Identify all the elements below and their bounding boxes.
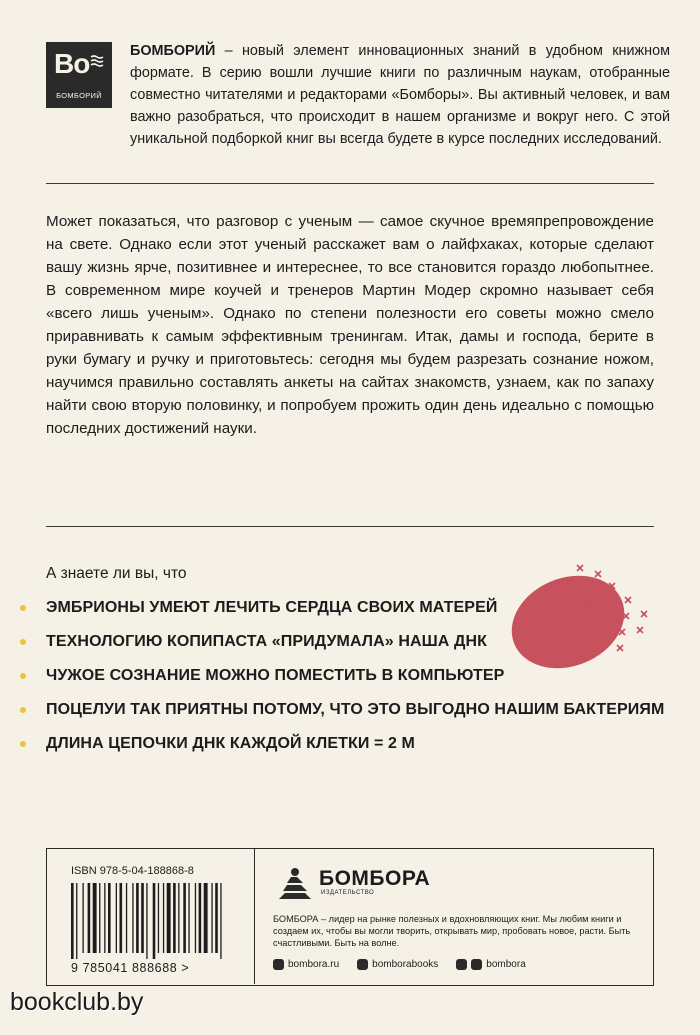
series-logo-letters: Bo	[54, 48, 90, 79]
intro-section	[46, 40, 670, 170]
social-vk[interactable]: bomborabooks	[357, 959, 438, 970]
book-description: Может показаться, что разговор с ученым — самое скучное времяпрепровождение на свете. Однако если этот ученый расскажет вам о лайфхаках, которые сделают вашу жизнь ярче, позитивнее и интереснее, то все становится гораздо любопытнее. В современном мире коучей и тренеров Мартин Модер скромно называет себя «всего лишь ученым». Однако по степени полезности его советы можно смело приравнивать к самым эффективным тренингам. Итак, дамы и господа, берите в руки бумагу и ручку и приготовьтесь: сегодня мы будем разрезать сознание ножом, научимся правильно составлять анкеты на сайтах знакомств, узнаем, как по запаху найти свою вторую половинку, и попробуем прожить один день идеально с помощью последних достижений науки.	[46, 213, 654, 437]
bullet-icon	[20, 673, 26, 679]
fact-item: ЧУЖОЕ СОЗНАНИЕ МОЖНО ПОМЕСТИТЬ В КОМПЬЮТЕР	[20, 666, 680, 700]
vk-icon	[357, 959, 368, 970]
divider-top	[46, 183, 654, 184]
fact-item: ТЕХНОЛОГИЮ КОПИПАСТА «ПРИДУМАЛА» НАША ДНК	[20, 632, 680, 666]
publisher-subtitle: ИЗДАТЕЛЬСТВО	[321, 890, 375, 896]
bullet-icon	[20, 605, 26, 611]
fact-item: ЭМБРИОНЫ УМЕЮТ ЛЕЧИТЬ СЕРДЦА СВОИХ МАТЕРЕЙ	[20, 598, 680, 632]
social-links	[273, 959, 653, 970]
publisher-area	[259, 849, 653, 984]
imprint-box	[46, 848, 654, 986]
series-logo-caption: БОМБОРИЙ	[56, 91, 102, 100]
divider-middle	[46, 526, 654, 527]
facts-list	[20, 598, 680, 768]
series-logo	[46, 42, 112, 108]
fact-item: ПОЦЕЛУИ ТАК ПРИЯТНЫ ПОТОМУ, ЧТО ЭТО ВЫГОДНО НАШИМ БАКТЕРИЯМ	[20, 700, 680, 734]
social-telegram[interactable]: bombora	[456, 959, 525, 970]
telegram-icon	[471, 959, 482, 970]
watermark: bookclub.by	[10, 988, 144, 1016]
fact-item: ДЛИНА ЦЕПОЧКИ ДНК КАЖДОЙ КЛЕТКИ = 2 М	[20, 734, 680, 768]
isbn: ISBN 978-5-04-188868-8	[71, 865, 194, 877]
globe-icon	[273, 959, 284, 970]
barcode-area	[47, 849, 255, 984]
bullet-icon	[20, 741, 26, 747]
series-name: БОМБОРИЙ	[130, 43, 216, 59]
social-site[interactable]: bombora.ru	[273, 959, 339, 970]
series-intro	[130, 40, 670, 150]
waves-icon	[90, 54, 106, 68]
facts-title: А знаете ли вы, что	[46, 565, 187, 582]
publisher-description: БОМБОРА – лидер на рынке полезных и вдохновляющих книг. Мы любим книги и создаем их, чтобы вы могли творить, открывать мир, пробовать новое, расти. Быть счастливыми. Быть на волне.	[273, 914, 631, 948]
bullet-icon	[20, 707, 26, 713]
barcode-icon	[69, 883, 239, 959]
publisher-logo-icon	[275, 865, 315, 905]
series-intro-text: – новый элемент инновационных знаний в удобном книжном формате. В серию вошли лучшие книги по различным наукам, отобранные совместно читателями и редакторами «Бомборы». Вы активный человек, и вам важно разобраться, что происходит в нашем организме и вокруг него. С этой уникальной подборкой книг вы всегда будете в курсе последних исследований.	[130, 43, 670, 147]
youtube-icon	[456, 959, 467, 970]
bullet-icon	[20, 639, 26, 645]
publisher-name: БОМБОРА	[319, 867, 431, 890]
barcode-number: 9 785041 888688 >	[71, 961, 190, 975]
